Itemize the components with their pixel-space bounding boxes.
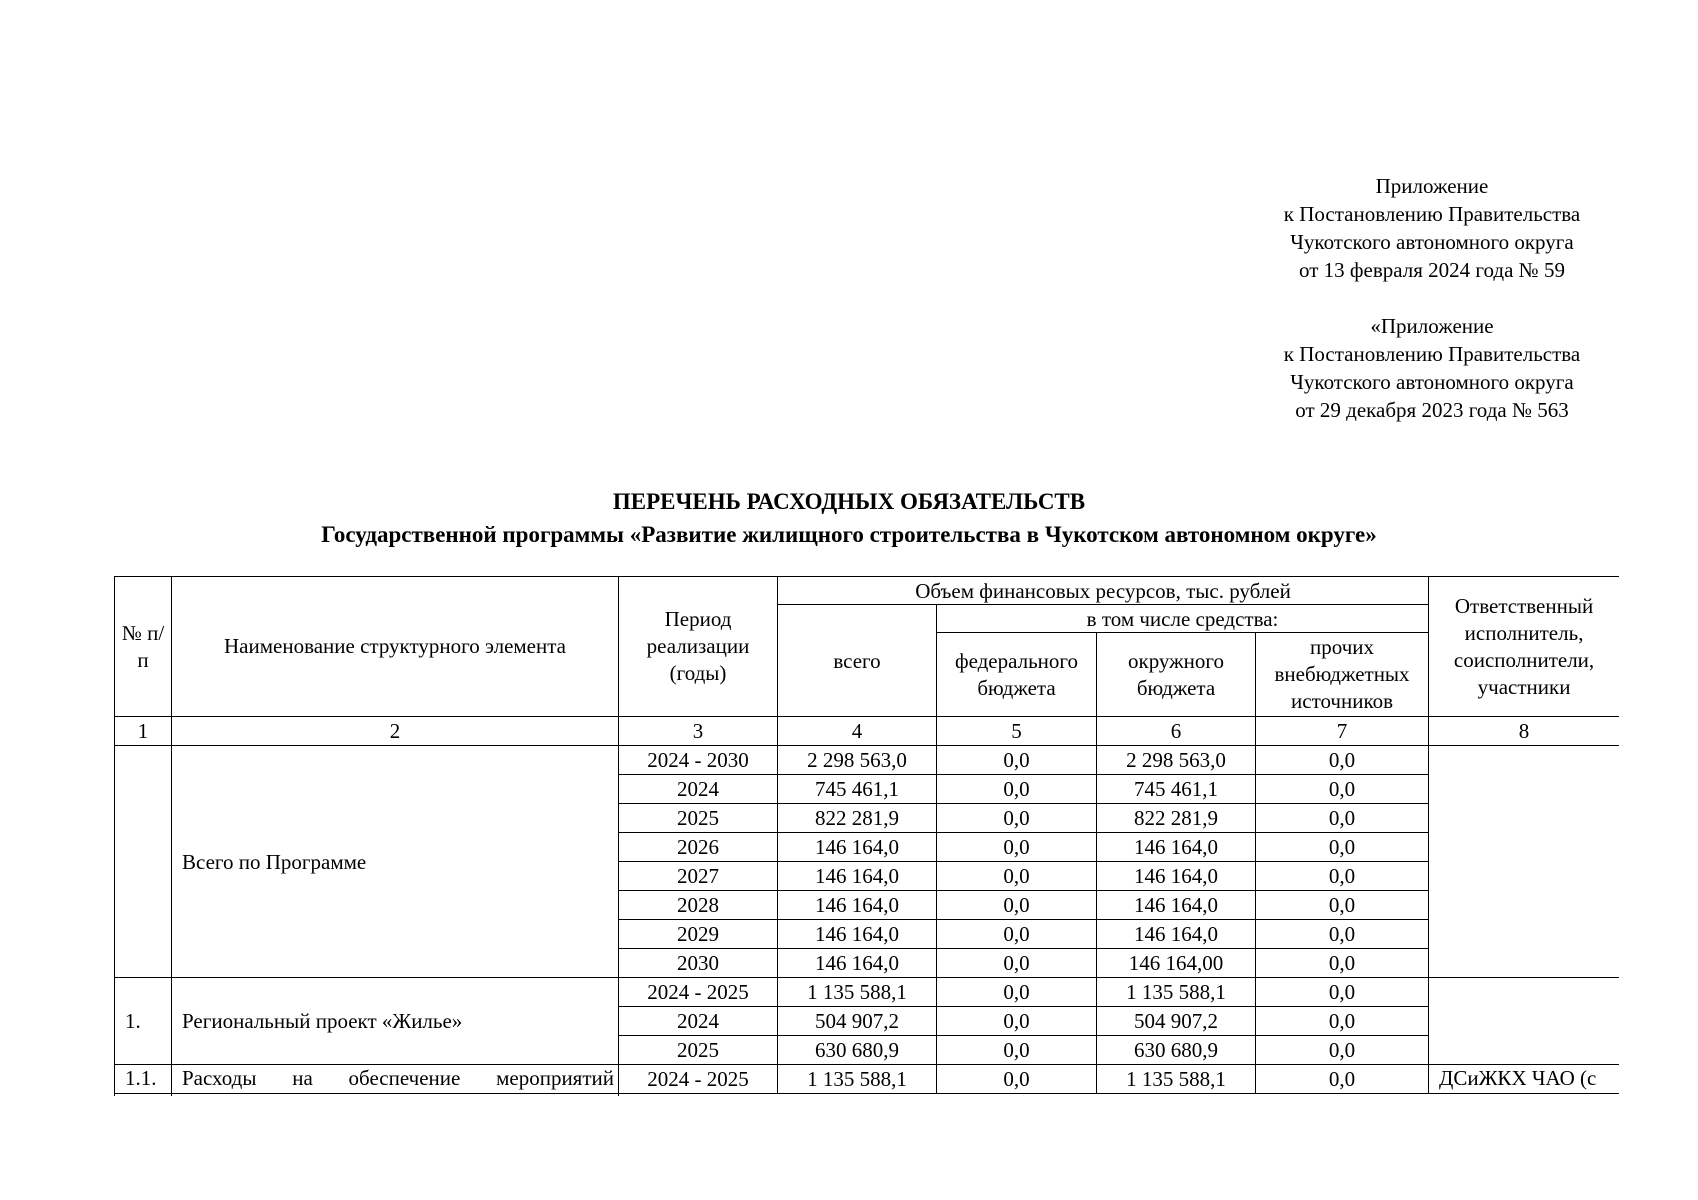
row-total: 146 164,0 xyxy=(778,891,937,920)
row-period: 2026 xyxy=(619,833,778,862)
header-other: прочих внебюджетных источников xyxy=(1256,633,1429,717)
document-subtitle: Государственной программы «Развитие жилищного строительства в Чукотском автономном округе» xyxy=(321,522,1377,547)
header-federal: федерального бюджета xyxy=(937,633,1097,717)
document-title: ПЕРЕЧЕНЬ РАСХОДНЫХ ОБЯЗАТЕЛЬСТВ xyxy=(612,489,1086,514)
row-federal: 0,0 xyxy=(937,1007,1097,1036)
row-other: 0,0 xyxy=(1256,891,1429,920)
row-period: 2027 xyxy=(619,862,778,891)
appendix-previous xyxy=(1232,312,1632,424)
row-district: 146 164,0 xyxy=(1097,833,1256,862)
column-number: 7 xyxy=(1256,717,1429,746)
row-district: 504 907,2 xyxy=(1097,1007,1256,1036)
row-period: 2024 - 2025 xyxy=(619,1065,778,1094)
row-district: 146 164,0 xyxy=(1097,920,1256,949)
row-other: 0,0 xyxy=(1256,920,1429,949)
appendix-current-line1: Приложение xyxy=(1375,174,1489,198)
column-number: 6 xyxy=(1097,717,1256,746)
row-federal: 0,0 xyxy=(937,833,1097,862)
row-federal: 0,0 xyxy=(937,862,1097,891)
header-name: Наименование структурного элемента xyxy=(172,577,619,717)
column-number: 1 xyxy=(115,717,172,746)
row-responsible xyxy=(1429,978,1619,1065)
row-other: 0,0 xyxy=(1256,1065,1429,1094)
row-num xyxy=(115,746,172,978)
column-number: 4 xyxy=(778,717,937,746)
obligations-table xyxy=(114,576,1619,1096)
header-period: Период реализации (годы) xyxy=(619,577,778,717)
row-district: 1 135 588,1 xyxy=(1097,1065,1256,1094)
header-district: окружного бюджета xyxy=(1097,633,1256,717)
row-responsible xyxy=(1429,746,1619,978)
row-district: 146 164,0 xyxy=(1097,891,1256,920)
row-period: 2029 xyxy=(619,920,778,949)
row-federal: 0,0 xyxy=(937,775,1097,804)
row-federal: 0,0 xyxy=(937,746,1097,775)
row-name: Всего по Программе xyxy=(172,746,619,978)
appendix-previous-line2: к Постановлению Правительства xyxy=(1283,342,1581,366)
appendix-current-line4: от 13 февраля 2024 года № 59 xyxy=(1299,258,1565,282)
row-other: 0,0 xyxy=(1256,1007,1429,1036)
row-other: 0,0 xyxy=(1256,862,1429,891)
appendix-current-line3: Чукотского автономного округа xyxy=(1290,230,1574,254)
row-name: Региональный проект «Жилье» xyxy=(172,978,619,1065)
row-total: 630 680,9 xyxy=(778,1036,937,1065)
row-other: 0,0 xyxy=(1256,949,1429,978)
row-num: 1. xyxy=(115,978,172,1065)
row-total: 146 164,0 xyxy=(778,949,937,978)
appendix-current xyxy=(1232,172,1632,284)
table-row xyxy=(115,746,1620,775)
row-total: 146 164,0 xyxy=(778,862,937,891)
row-district: 2 298 563,0 xyxy=(1097,746,1256,775)
row-period: 2024 xyxy=(619,1007,778,1036)
row-federal: 0,0 xyxy=(937,891,1097,920)
header-total: всего xyxy=(778,605,937,717)
column-number: 5 xyxy=(937,717,1097,746)
row-period: 2028 xyxy=(619,891,778,920)
row-other: 0,0 xyxy=(1256,775,1429,804)
row-other: 0,0 xyxy=(1256,833,1429,862)
table-row xyxy=(115,1065,1620,1094)
row-federal: 0,0 xyxy=(937,1065,1097,1094)
header-responsible: Ответственный исполнитель, соисполнители, участники xyxy=(1429,577,1619,717)
row-district: 1 135 588,1 xyxy=(1097,978,1256,1007)
row-period: 2030 xyxy=(619,949,778,978)
table-row xyxy=(115,978,1620,1007)
row-district: 822 281,9 xyxy=(1097,804,1256,833)
row-total: 1 135 588,1 xyxy=(778,1065,937,1094)
header-num: № п/п xyxy=(115,577,172,717)
appendix-previous-line3: Чукотского автономного округа xyxy=(1290,370,1574,394)
row-period: 2024 - 2030 xyxy=(619,746,778,775)
row-period: 2024 xyxy=(619,775,778,804)
row-total: 1 135 588,1 xyxy=(778,978,937,1007)
column-number: 2 xyxy=(172,717,619,746)
row-federal: 0,0 xyxy=(937,804,1097,833)
row-other: 0,0 xyxy=(1256,1036,1429,1065)
column-number: 3 xyxy=(619,717,778,746)
row-district: 146 164,0 xyxy=(1097,862,1256,891)
row-num: 1.1. xyxy=(115,1065,172,1094)
row-period: 2024 - 2025 xyxy=(619,978,778,1007)
row-district: 146 164,00 xyxy=(1097,949,1256,978)
row-other: 0,0 xyxy=(1256,978,1429,1007)
row-district: 745 461,1 xyxy=(1097,775,1256,804)
appendix-previous-line4: от 29 декабря 2023 года № 563 xyxy=(1295,398,1569,422)
row-total: 822 281,9 xyxy=(778,804,937,833)
row-period: 2025 xyxy=(619,1036,778,1065)
row-total: 146 164,0 xyxy=(778,833,937,862)
row-name: Расходы на обеспечение мероприятий xyxy=(172,1065,619,1094)
column-number: 8 xyxy=(1429,717,1619,746)
header-including: в том числе средства: xyxy=(937,605,1429,633)
header-finance: Объем финансовых ресурсов, тыс. рублей xyxy=(778,577,1429,605)
row-federal: 0,0 xyxy=(937,949,1097,978)
row-district: 630 680,9 xyxy=(1097,1036,1256,1065)
row-period: 2025 xyxy=(619,804,778,833)
appendix-current-line2: к Постановлению Правительства xyxy=(1283,202,1581,226)
row-federal: 0,0 xyxy=(937,920,1097,949)
appendix-previous-line1: «Приложение xyxy=(1370,314,1494,338)
row-federal: 0,0 xyxy=(937,1036,1097,1065)
row-responsible: ДСиЖКХ ЧАО (с xyxy=(1429,1065,1619,1094)
row-federal: 0,0 xyxy=(937,978,1097,1007)
obligations-table-container xyxy=(114,576,1619,1096)
row-other: 0,0 xyxy=(1256,804,1429,833)
row-total: 146 164,0 xyxy=(778,920,937,949)
row-total: 504 907,2 xyxy=(778,1007,937,1036)
row-total: 745 461,1 xyxy=(778,775,937,804)
row-total: 2 298 563,0 xyxy=(778,746,937,775)
row-other: 0,0 xyxy=(1256,746,1429,775)
